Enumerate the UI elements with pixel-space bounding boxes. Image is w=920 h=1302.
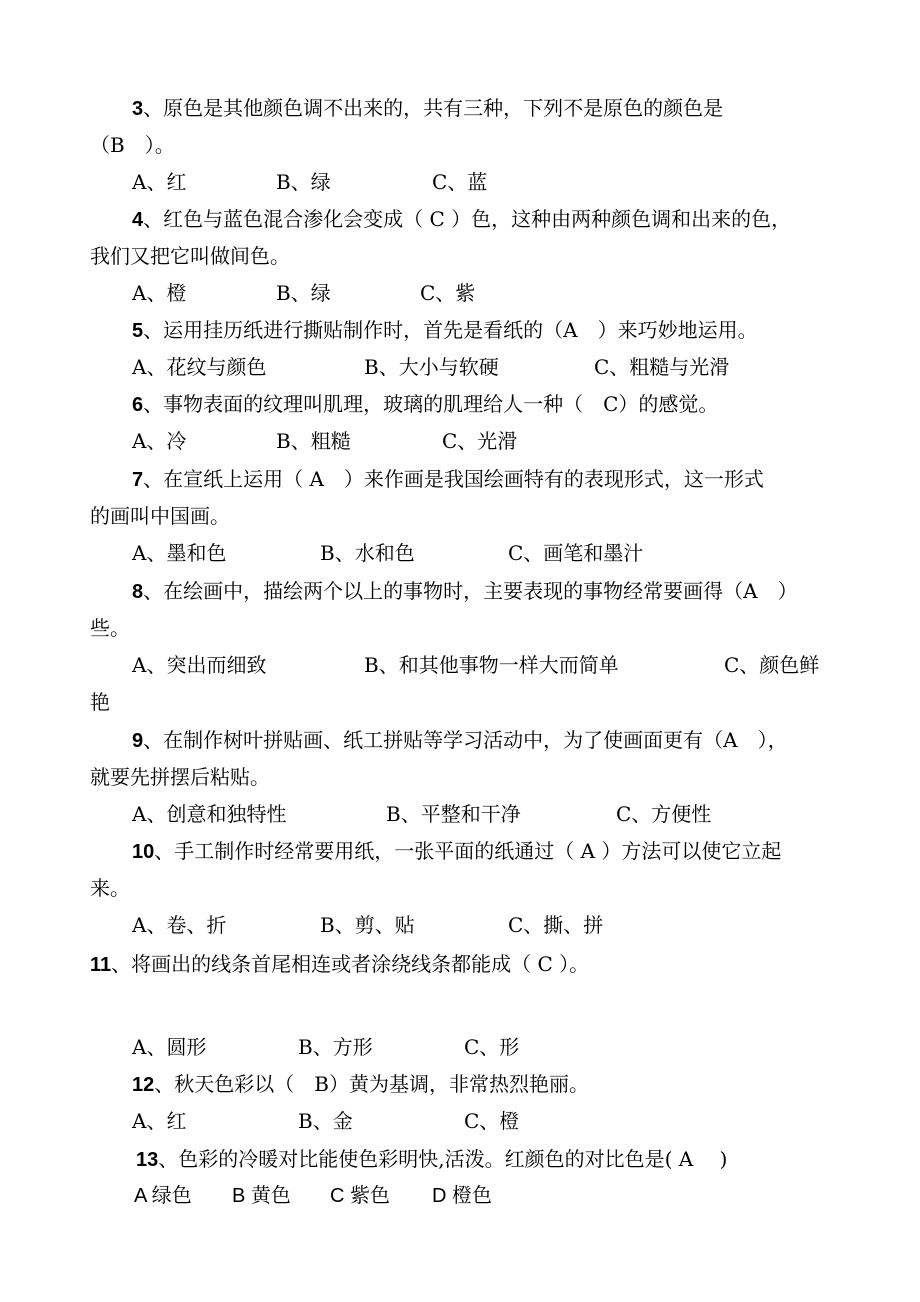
question-3-line-1 — [132, 90, 723, 127]
question-8-line-2: 些。 — [90, 616, 130, 640]
question-9-text: 、在制作树叶拼贴画、纸工拼贴等学习活动中，为了使画面更有（A ）， — [143, 728, 788, 752]
question-8-options — [0, 647, 920, 684]
question-13-text: 、色彩的冷暖对比能使色彩明快,活泼。红颜色的对比色是( A ) — [158, 1147, 728, 1171]
question-11-options — [0, 1029, 920, 1066]
question-6-text: 、事物表面的纹理叫肌理，玻璃的肌理给人一种（ C）的感觉。 — [143, 392, 719, 416]
question-10-options — [0, 907, 920, 944]
question-13-option-a: A 绿色 — [134, 1185, 192, 1207]
question-6-number: 6 — [132, 394, 144, 416]
question-10-option-b: B、剪、贴 — [320, 913, 415, 937]
question-11-option-a: A、圆形 — [132, 1035, 207, 1059]
question-11-number: 11 — [90, 954, 112, 976]
question-8-option-wrap: 艳 — [90, 690, 110, 714]
question-3-option-a: A、红 — [132, 170, 187, 194]
question-13-number: 13 — [136, 1149, 159, 1171]
question-4-line-2: 我们又把它叫做间色。 — [90, 244, 290, 268]
question-9-line-1 — [132, 722, 788, 759]
question-7-line-2: 的画叫中国画。 — [90, 504, 230, 528]
question-4-option-c: C、紫 — [420, 281, 476, 305]
question-13-option-b: B 黄色 — [232, 1185, 291, 1207]
question-8-option-c: C、颜色鲜 — [724, 653, 820, 677]
question-12-number: 12 — [132, 1074, 155, 1096]
question-8-text: 、在绘画中，描绘两个以上的事物时，主要表现的事物经常要画得（A ） — [143, 579, 798, 603]
question-5-line-1 — [132, 312, 758, 349]
question-4-options — [0, 275, 920, 312]
question-5-number: 5 — [132, 320, 144, 342]
question-5-option-c: C、粗糙与光滑 — [594, 355, 730, 379]
question-4-text: 、红色与蓝色混合渗化会变成（ C ）色，这种由两种颜色调和出来的色， — [143, 207, 792, 231]
question-13-option-d: D 橙色 — [432, 1185, 492, 1207]
question-8-option-a: A、突出而细致 — [132, 653, 267, 677]
question-9-option-a: A、创意和独特性 — [132, 802, 287, 826]
question-7-text: 、在宣纸上运用（ A ）来作画是我国绘画特有的表现形式，这一形式 — [143, 467, 764, 491]
question-7-number: 7 — [132, 469, 144, 491]
question-10-option-c: C、撕、拼 — [508, 913, 604, 937]
question-7-option-c: C、画笔和墨汁 — [508, 541, 644, 565]
question-12-options — [0, 1103, 920, 1140]
question-12-line-1 — [132, 1066, 589, 1103]
question-10-number: 10 — [132, 841, 155, 863]
question-11-option-c: C、形 — [464, 1035, 520, 1059]
question-7-option-b: B、水和色 — [320, 541, 415, 565]
question-3-option-b: B、绿 — [276, 170, 331, 194]
question-6-option-a: A、冷 — [132, 429, 187, 453]
question-4-number: 4 — [132, 209, 144, 231]
question-11-text: 、将画出的线条首尾相连或者涂绕线条都能成（ C ）。 — [111, 952, 590, 976]
question-4-option-a: A、橙 — [132, 281, 187, 305]
question-6-options — [0, 423, 920, 460]
question-3-options — [0, 164, 920, 201]
question-8-line-1 — [132, 573, 798, 610]
question-12-option-a: A、红 — [132, 1109, 187, 1133]
question-3-line-2: （B ）。 — [90, 133, 175, 157]
question-3-number: 3 — [132, 98, 144, 120]
question-12-option-b: B、金 — [298, 1109, 353, 1133]
question-9-option-c: C、方便性 — [616, 802, 712, 826]
question-7-option-a: A、墨和色 — [132, 541, 227, 565]
question-9-option-b: B、平整和干净 — [386, 802, 521, 826]
question-5-text: 、运用挂历纸进行撕贴制作时，首先是看纸的（A ）来巧妙地运用。 — [143, 318, 758, 342]
question-3-option-c: C、蓝 — [432, 170, 488, 194]
question-13-line-1 — [136, 1141, 727, 1178]
question-9-options — [0, 796, 920, 833]
question-4-option-b: B、绿 — [276, 281, 331, 305]
question-5-option-b: B、大小与软硬 — [364, 355, 499, 379]
question-10-line-2: 来。 — [90, 876, 130, 900]
question-8-option-b: B、和其他事物一样大而简单 — [364, 653, 619, 677]
question-6-option-b: B、粗糙 — [276, 429, 351, 453]
question-10-option-a: A、卷、折 — [132, 913, 227, 937]
question-10-text: 、手工制作时经常要用纸，一张平面的纸通过（ A ）方法可以使它立起 — [154, 839, 782, 863]
question-6-line-1 — [132, 386, 718, 423]
question-11-option-b: B、方形 — [298, 1035, 373, 1059]
question-10-line-1 — [132, 833, 781, 870]
question-6-option-c: C、光滑 — [442, 429, 518, 453]
question-5-option-a: A、花纹与颜色 — [132, 355, 267, 379]
question-3-text: 、原色是其他颜色调不出来的，共有三种，下列不是原色的颜色是 — [143, 96, 724, 120]
question-12-text: 、秋天色彩以（ B）黄为基调，非常热烈艳丽。 — [154, 1072, 589, 1096]
question-7-line-1 — [132, 461, 764, 498]
question-9-line-2: 就要先拼摆后粘贴。 — [90, 765, 270, 789]
question-5-options — [0, 349, 920, 386]
question-13-options — [0, 1178, 920, 1215]
question-13-option-c: C 紫色 — [330, 1185, 390, 1207]
question-4-line-1 — [132, 201, 791, 238]
question-7-options — [0, 535, 920, 572]
question-12-option-c: C、橙 — [464, 1109, 520, 1133]
question-8-number: 8 — [132, 581, 144, 603]
question-9-number: 9 — [132, 730, 144, 752]
question-11-line-1 — [90, 946, 589, 983]
